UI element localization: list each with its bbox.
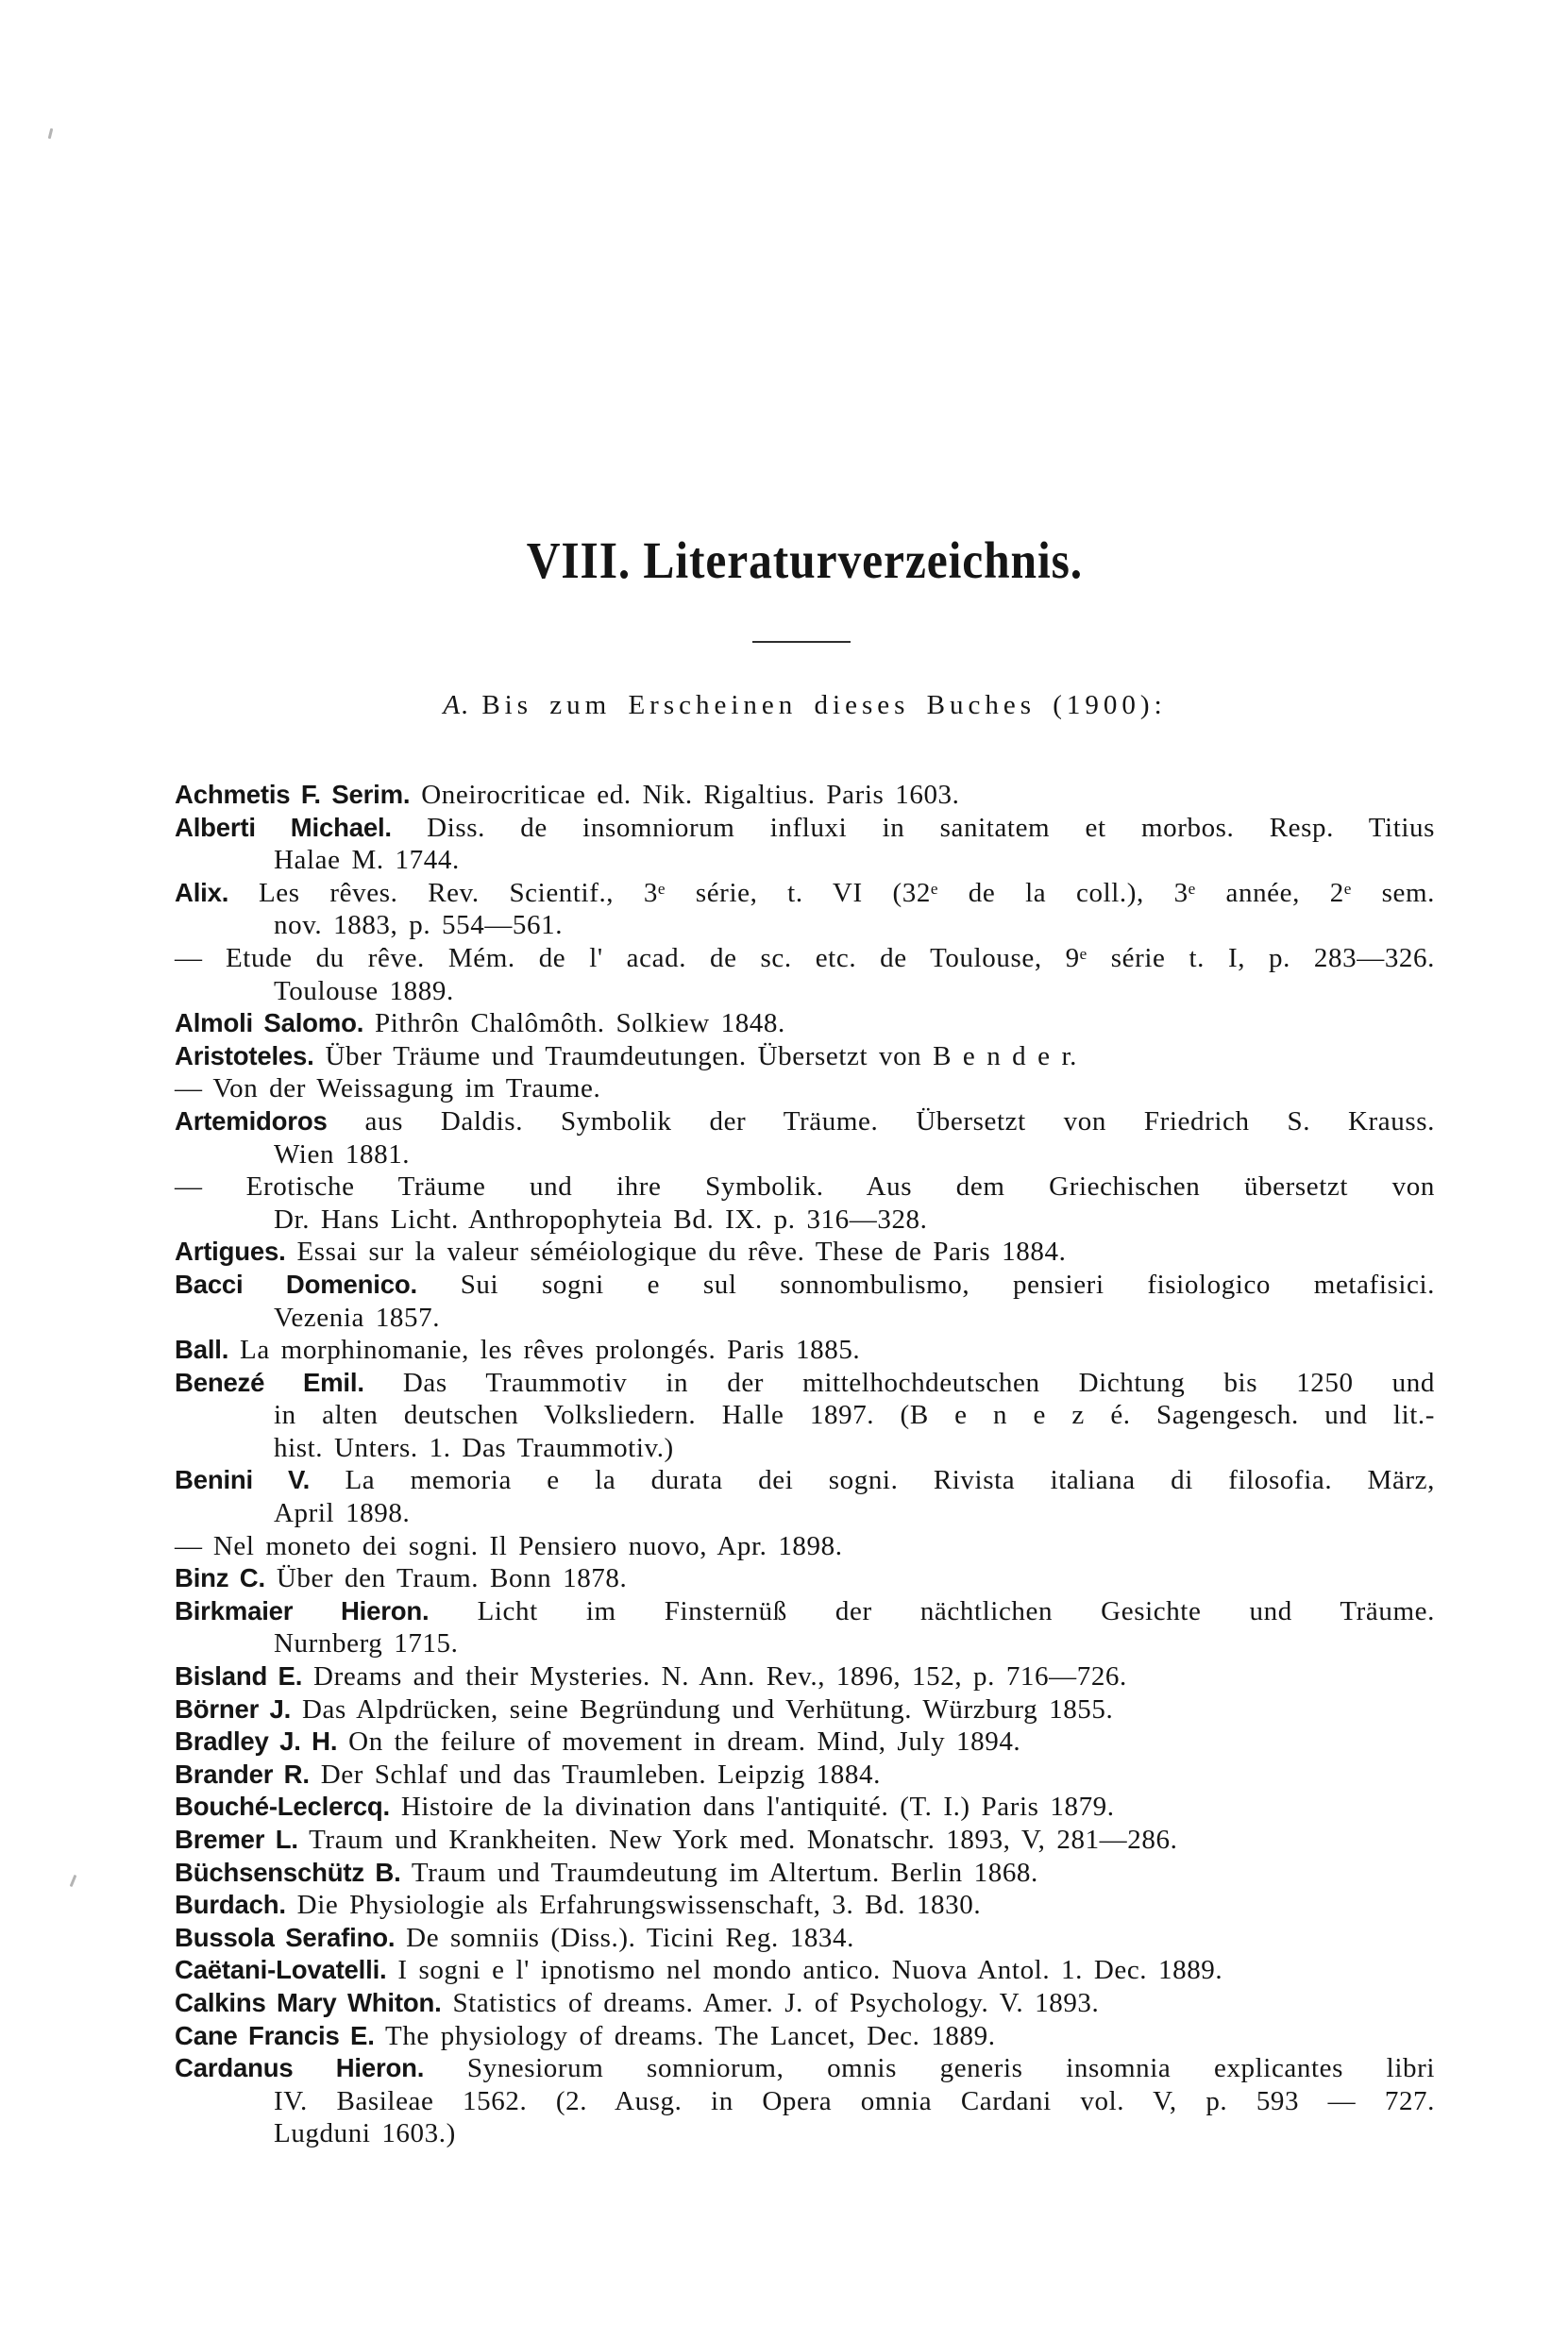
entry-text: Über den Traum. Bonn 1878.	[276, 1563, 628, 1594]
entry-line	[175, 1040, 1435, 1073]
entry-line	[175, 1530, 1435, 1563]
entry-line	[175, 1334, 1435, 1367]
entry-line	[175, 1367, 1435, 1400]
entry-text: Oneirocriticae ed. Nik. Rigaltius. Paris 1603.	[421, 780, 960, 810]
entry-line	[175, 1660, 1435, 1693]
bib-entry	[175, 1954, 1435, 1987]
entry-line	[175, 1759, 1435, 1792]
entry-text: Nel moneto dei sogni. Il Pensiero nuovo, Apr. 1898.	[212, 1530, 843, 1561]
bib-entry	[175, 1170, 1435, 1236]
entry-text: Über Träume und Traumdeutungen. Übersetzt von B e n d e r.	[325, 1040, 1077, 1071]
entry-line: Wien 1881.	[274, 1138, 411, 1170]
entry-text: Histoire de la divination dans l'antiquité. (T. I.) Paris 1879.	[400, 1792, 1115, 1823]
bib-entry	[175, 1236, 1435, 1269]
entry-text: Les rêves. Rev. Scientif., 3ᵉ série, t. VI (32ᵉ de la coll.), 3ᵉ année, 2ᵉ sem.	[258, 877, 1436, 908]
entry-author: Ball.	[175, 1335, 229, 1365]
scan-speck	[70, 1875, 77, 1887]
entry-author: Bradley J. H.	[175, 1726, 338, 1757]
bib-entry	[175, 1791, 1435, 1824]
entry-text: Sui sogni e sul sonnombulismo, pensieri fisiologico metafisici.	[460, 1269, 1435, 1300]
entry-text: The physiology of dreams. The Lancet, Dec. 1889.	[385, 2020, 996, 2051]
entry-line	[175, 1693, 1435, 1726]
entry-line	[175, 2052, 1435, 2085]
entry-line: hist. Unters. 1. Das Traummotiv.)	[274, 1432, 674, 1463]
entry-line: Halae M. 1744.	[274, 845, 460, 876]
entry-dash: —	[175, 942, 202, 973]
entry-line	[175, 1857, 1435, 1890]
entry-author: Bouché-Leclercq.	[175, 1792, 390, 1822]
bib-entry	[175, 1922, 1435, 1955]
entry-line: April 1898.	[274, 1498, 411, 1529]
entry-text: Dreams and their Mysteries. N. Ann. Rev., 1896, 152, p. 716—726.	[313, 1661, 1127, 1693]
entry-line: IV. Basileae 1562. (2. Ausg. in Opera omnia Cardani vol. V, p. 593 — 727.	[274, 2085, 1435, 2116]
entry-text: Der Schlaf und das Traumleben. Leipzig 1884.	[320, 1759, 881, 1790]
entry-line	[175, 1726, 1435, 1759]
section-heading	[175, 690, 1435, 721]
entry-line: Nurnberg 1715.	[274, 1628, 459, 1659]
entry-dash: —	[175, 1171, 202, 1203]
entry-line	[175, 1889, 1435, 1922]
section-heading-text: Bis zum Erscheinen dieses Buches (1900):	[481, 690, 1167, 720]
bib-entry	[175, 1464, 1435, 1529]
bib-entry	[175, 1072, 1435, 1105]
entry-line: Vezenia 1857.	[274, 1302, 441, 1333]
entry-author: Caëtani-Lovatelli.	[175, 1955, 387, 1985]
entry-author: Bacci Domenico.	[175, 1269, 417, 1299]
entry-dash: —	[175, 1530, 202, 1561]
bib-entry	[175, 1987, 1435, 2020]
entry-author: Bremer L.	[175, 1825, 298, 1854]
entry-text: Erotische Träume und ihre Symbolik. Aus dem Griechischen übersetzt von	[245, 1171, 1435, 1203]
entry-line	[175, 779, 1435, 812]
entry-text: On the feilure of movement in dream. Mind, July 1894.	[348, 1726, 1021, 1758]
page-title	[175, 532, 1435, 590]
entry-line: Lugduni 1603.)	[274, 2118, 456, 2149]
entry-line	[175, 942, 1435, 975]
entry-text: Traum und Traumdeutung im Altertum. Berlin 1868.	[411, 1857, 1038, 1888]
entry-author: Almoli Salomo.	[175, 1008, 364, 1038]
bib-entry	[175, 942, 1435, 1007]
entry-text: I sogni e l' ipnotismo nel mondo antico. Nuova Antol. 1. Dec. 1889.	[397, 1955, 1223, 1986]
entry-text: Statistics of dreams. Amer. J. of Psychology. V. 1893.	[452, 1987, 1100, 2018]
bib-entry	[175, 1660, 1435, 1693]
bib-entry	[175, 1367, 1435, 1465]
bib-entry	[175, 2052, 1435, 2150]
page-title-text: VIII. Literaturverzeichnis.	[526, 531, 1084, 589]
scan-speck	[48, 128, 54, 139]
entry-text: Pithrôn Chalômôth. Solkiew 1848.	[375, 1008, 785, 1039]
entry-text: Etude du rêve. Mém. de l' acad. de sc. etc. de Toulouse, 9ᵉ série t. I, p. 283—326.	[225, 942, 1435, 973]
bib-entry	[175, 1693, 1435, 1726]
entry-line	[175, 1236, 1435, 1269]
entry-line: in alten deutschen Volksliedern. Halle 1897. (B e n e z é. Sagengesch. und lit.-	[274, 1400, 1435, 1431]
entry-line	[175, 1269, 1435, 1302]
entry-line	[175, 1562, 1435, 1595]
entry-text: La memoria e la durata dei sogni. Rivista italiana di filosofia. März,	[345, 1465, 1435, 1496]
entry-author: Achmetis F. Serim.	[175, 780, 411, 809]
entry-author: Artemidoros	[175, 1105, 328, 1136]
entry-line	[175, 1170, 1435, 1204]
section-letter: A.	[443, 690, 471, 720]
bib-entry	[175, 1595, 1435, 1660]
entry-text: Licht im Finsternüß der nächtlichen Gesichte und Träume.	[477, 1595, 1435, 1626]
entry-line	[175, 812, 1435, 845]
entry-author: Artigues.	[175, 1237, 286, 1267]
bib-entry	[175, 2020, 1435, 2053]
entry-author: Cane Francis E.	[175, 2020, 375, 2050]
bib-entry	[175, 1105, 1435, 1170]
entry-author: Börner J.	[175, 1693, 292, 1724]
entry-text: Synesiorum somniorum, omnis generis insomnia explicantes libri	[466, 2053, 1435, 2084]
bib-entry	[175, 1007, 1435, 1040]
bib-entry	[175, 1040, 1435, 1073]
entry-line	[175, 877, 1435, 910]
entry-line	[175, 1954, 1435, 1987]
entry-author: Büchsenschütz B.	[175, 1857, 401, 1887]
section-divider	[752, 641, 851, 643]
entry-author: Birkmaier Hieron.	[175, 1595, 430, 1625]
entry-text: Traum und Krankheiten. New York med. Monatschr. 1893, V, 281—286.	[309, 1825, 1178, 1855]
entry-author: Bussola Serafino.	[175, 1922, 396, 1952]
bib-entry	[175, 1562, 1435, 1595]
bib-entry	[175, 1889, 1435, 1922]
bib-entry	[175, 1857, 1435, 1890]
entry-line	[175, 1595, 1435, 1628]
entry-line: nov. 1883, p. 554—561.	[274, 910, 564, 941]
entry-line	[175, 1007, 1435, 1040]
entry-author: Alberti Michael.	[175, 812, 392, 842]
bib-entry	[175, 1530, 1435, 1563]
entry-text: De somniis (Diss.). Ticini Reg. 1834.	[406, 1922, 854, 1953]
bibliography-list	[175, 779, 1435, 2150]
entry-line: Dr. Hans Licht. Anthropophyteia Bd. IX. p. 316—328.	[274, 1204, 928, 1235]
entry-author: Bisland E.	[175, 1661, 303, 1692]
entry-author: Burdach.	[175, 1890, 286, 1920]
entry-text: Das Alpdrücken, seine Begründung und Verhütung. Würzburg 1855.	[302, 1693, 1114, 1725]
entry-text: Die Physiologie als Erfahrungswissenschaft, 3. Bd. 1830.	[296, 1890, 982, 1921]
entry-author: Alix.	[175, 877, 229, 907]
entry-text: aus Daldis. Symbolik der Träume. Übersetzt von Friedrich S. Krauss.	[364, 1105, 1435, 1137]
entry-line	[175, 1072, 1435, 1105]
bib-entry	[175, 1269, 1435, 1334]
entry-line	[175, 2020, 1435, 2053]
bib-entry	[175, 779, 1435, 812]
entry-author: Brander R.	[175, 1759, 310, 1789]
entry-author: Benini V.	[175, 1465, 311, 1495]
entry-dash: —	[175, 1073, 202, 1104]
bib-entry	[175, 1726, 1435, 1759]
bib-entry	[175, 1824, 1435, 1857]
entry-author: Binz C.	[175, 1563, 265, 1593]
entry-line	[175, 1105, 1435, 1138]
entry-text: Von der Weissagung im Traume.	[212, 1073, 601, 1104]
bib-entry	[175, 877, 1435, 942]
entry-line	[175, 1922, 1435, 1955]
entry-author: Benezé Emil.	[175, 1367, 364, 1397]
entry-author: Aristoteles.	[175, 1040, 314, 1070]
entry-author: Calkins Mary Whiton.	[175, 1987, 442, 2017]
entry-text: Essai sur la valeur séméiologique du rêve. These de Paris 1884.	[296, 1237, 1067, 1268]
entry-line	[175, 1987, 1435, 2020]
entry-text: Diss. de insomniorum influxi in sanitatem et morbos. Resp. Titius	[427, 812, 1435, 843]
entry-text: La morphinomanie, les rêves prolongés. Paris 1885.	[240, 1335, 861, 1366]
entry-line	[175, 1791, 1435, 1824]
entry-author: Cardanus Hieron.	[175, 2053, 425, 2083]
entry-line: Toulouse 1889.	[274, 975, 454, 1006]
entry-line	[175, 1824, 1435, 1857]
bib-entry	[175, 812, 1435, 877]
entry-text: Das Traummotiv in der mittelhochdeutschen Dichtung bis 1250 und	[402, 1367, 1435, 1398]
entry-line	[175, 1464, 1435, 1497]
bib-entry	[175, 1759, 1435, 1792]
bib-entry	[175, 1334, 1435, 1367]
